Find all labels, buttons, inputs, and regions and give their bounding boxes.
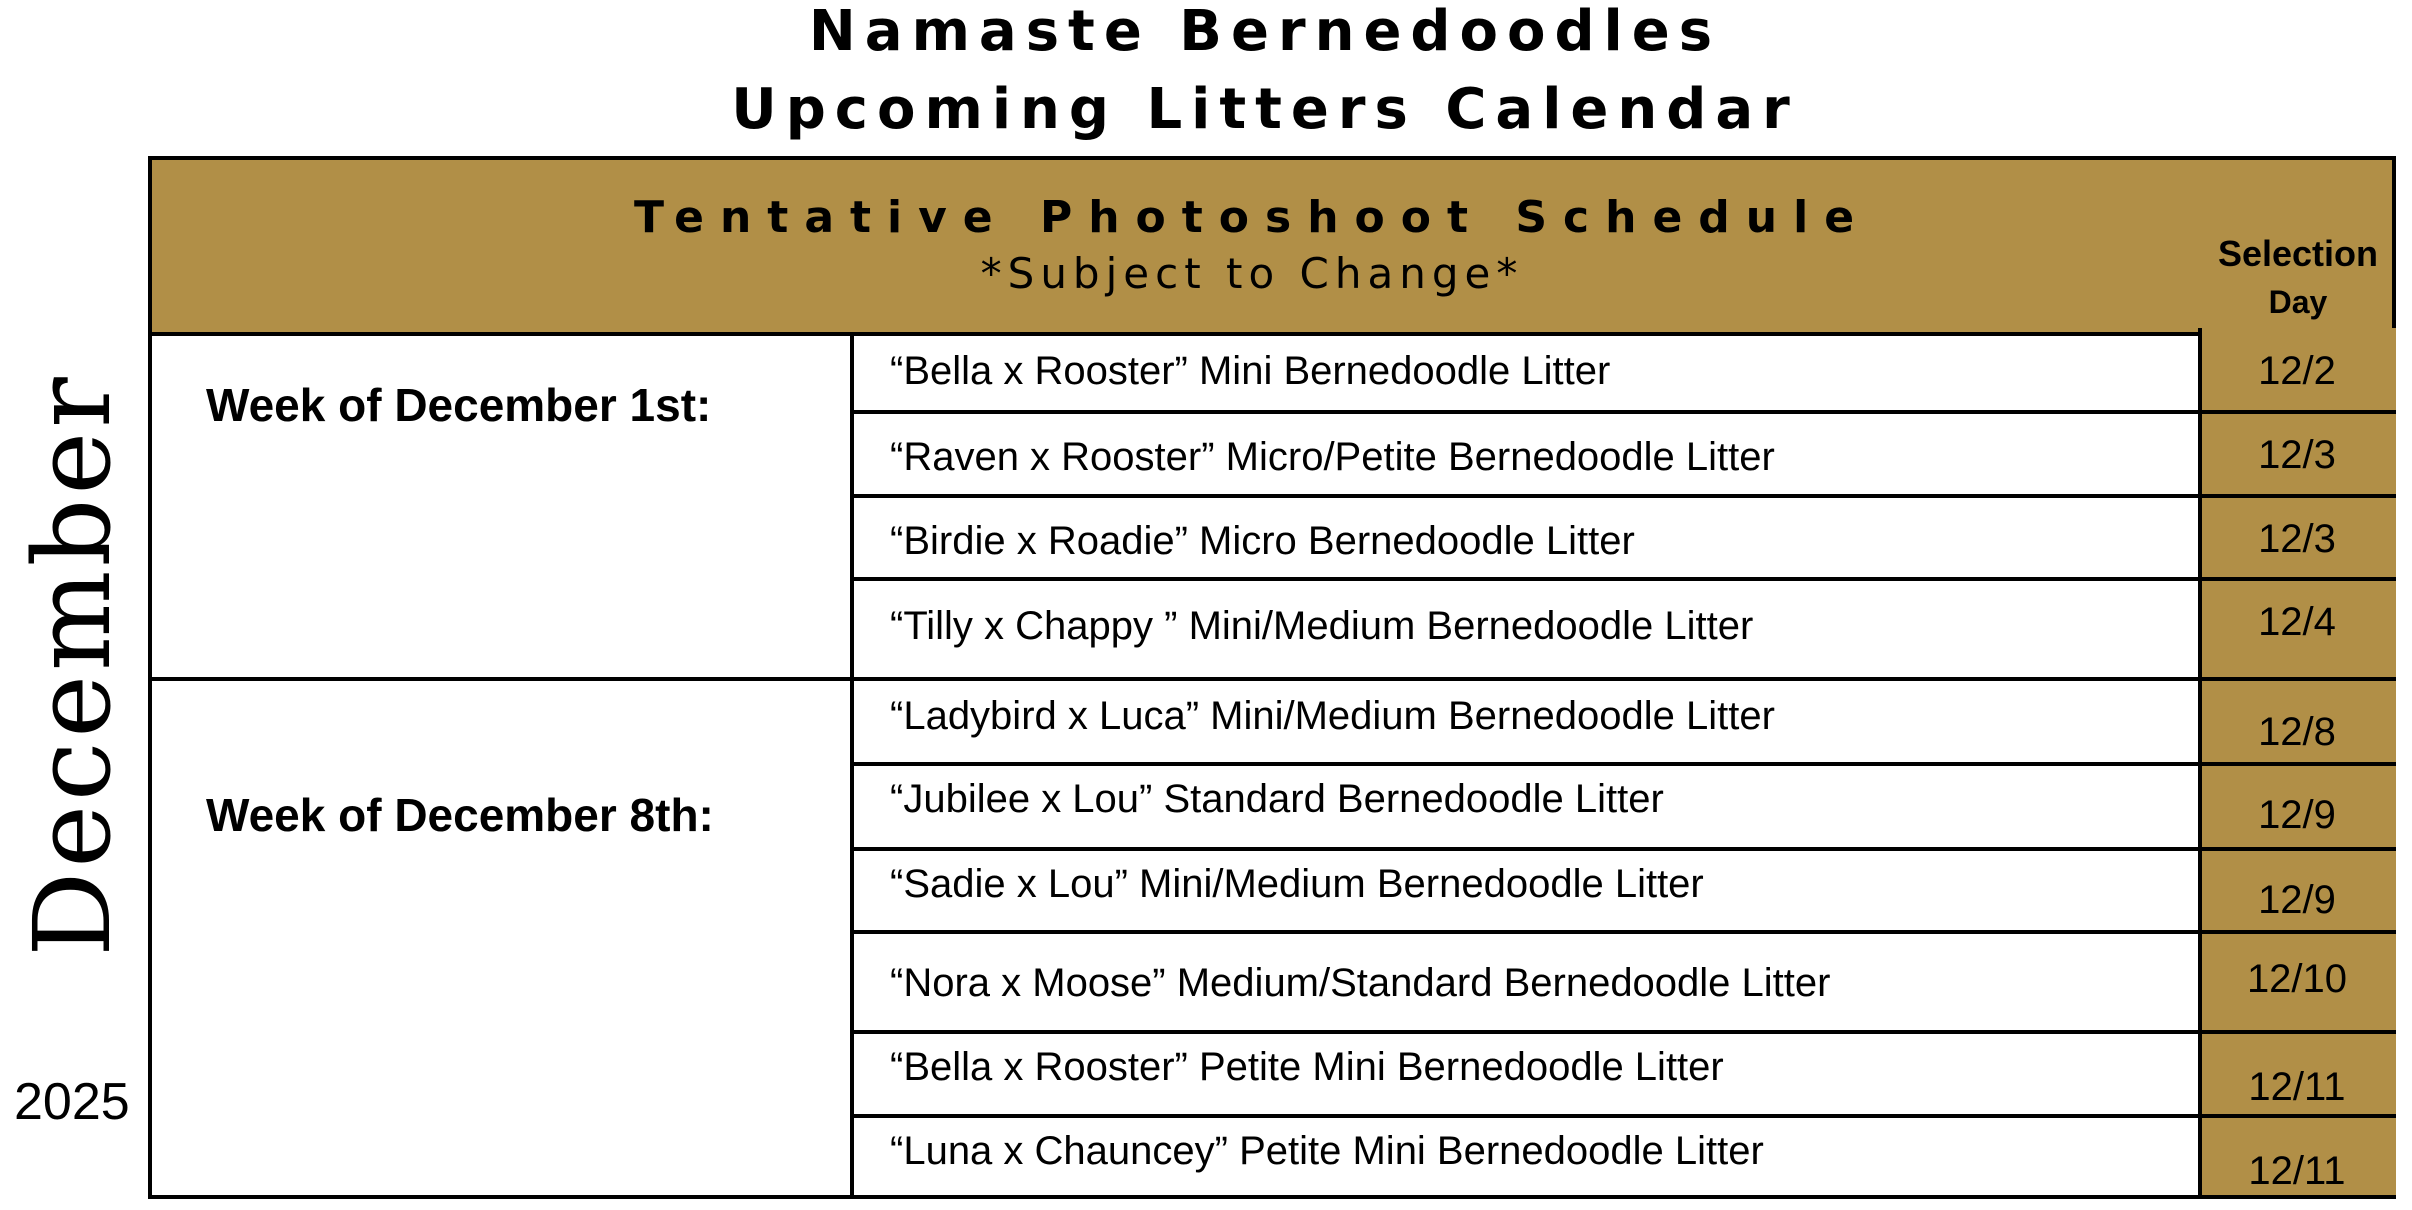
selection-day: 12/4: [2258, 600, 2336, 644]
selection-day: 12/11: [2248, 1149, 2346, 1193]
table-row: [852, 581, 2396, 677]
selection-day: 12/9: [2258, 878, 2336, 922]
litter-name: “Ladybird x Luca” Mini/Medium Bernedoodle Litter: [890, 694, 1775, 738]
table-row: [852, 681, 2396, 762]
table-header: [152, 160, 2392, 336]
selection-header-line2: Day: [2268, 284, 2328, 320]
litter-name: “Nora x Moose” Medium/Standard Bernedoodle Litter: [890, 961, 1831, 1005]
table-row: [852, 934, 2396, 1030]
litter-name: “Jubilee x Lou” Standard Bernedoodle Litter: [890, 777, 1664, 821]
selection-day: 12/3: [2258, 433, 2336, 477]
year-label: 2025: [14, 1073, 130, 1131]
table-row: [852, 1118, 2396, 1195]
litter-name: “Raven x Rooster” Micro/Petite Bernedoodle Litter: [890, 435, 1775, 479]
week-divider: [152, 677, 852, 681]
litter-name: “Tilly x Chappy ” Mini/Medium Bernedoodle Litter: [890, 604, 1754, 648]
litter-name: “Sadie x Lou” Mini/Medium Bernedoodle Litter: [890, 862, 1704, 906]
selection-day-header: [2202, 230, 2394, 326]
table-row: [852, 766, 2396, 847]
page-subtitle: Upcoming Litters Calendar: [731, 77, 1799, 142]
month-label: December: [10, 373, 134, 957]
selection-day: 12/9: [2258, 793, 2336, 837]
page-title: Namaste Bernedoodles: [808, 0, 1722, 64]
schedule-table: [148, 156, 2396, 1199]
table-row: [852, 332, 2396, 410]
litter-name: “Luna x Chauncey” Petite Mini Bernedoodle Litter: [890, 1129, 1764, 1173]
table-row: [852, 851, 2396, 930]
selection-day: 12/3: [2258, 517, 2336, 561]
table-row: [852, 414, 2396, 494]
week-label-dec-8: Week of December 8th:: [206, 789, 714, 841]
selection-day: 12/8: [2258, 710, 2336, 754]
table-header-title: Tentative Photoshoot Schedule: [633, 192, 1871, 243]
selection-header-line1: Selection: [2217, 233, 2379, 274]
table-header-subtitle: *Subject to Change*: [980, 249, 1524, 298]
litter-name: “Bella x Rooster” Petite Mini Bernedoodle Litter: [890, 1045, 1724, 1089]
selection-day: 12/2: [2258, 349, 2336, 393]
table-row: [852, 498, 2396, 577]
selection-day: 12/11: [2248, 1065, 2346, 1109]
litter-name: “Birdie x Roadie” Micro Bernedoodle Litter: [890, 519, 1635, 563]
week-label-dec-1: Week of December 1st:: [206, 379, 712, 431]
month-label-container: [10, 373, 134, 957]
table-row: [852, 1034, 2396, 1114]
litter-name: “Bella x Rooster” Mini Bernedoodle Litter: [890, 349, 1611, 393]
selection-day: 12/10: [2246, 957, 2348, 1001]
